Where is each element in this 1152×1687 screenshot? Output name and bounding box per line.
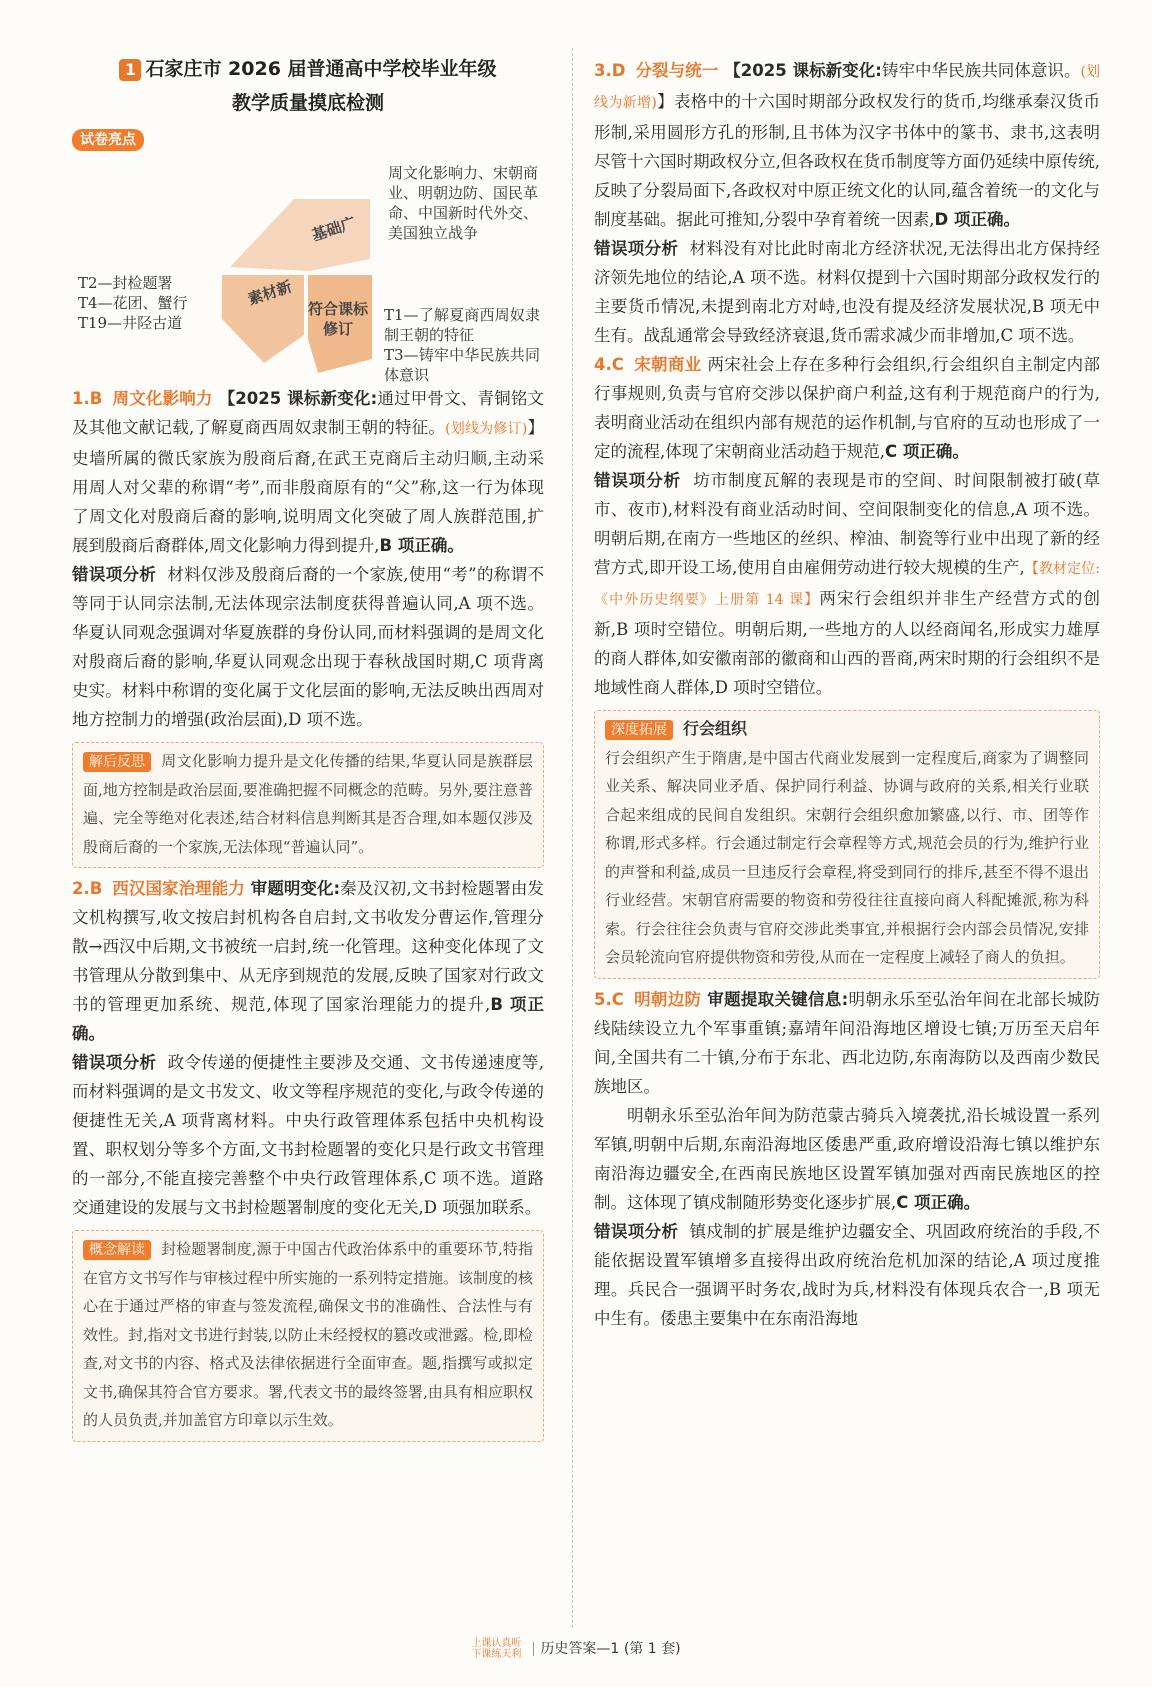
material-topics: T2—封检题署 T4—花团、蟹行 T19—井陉古道 [78, 274, 188, 332]
publisher-logo: 上课认真听 下课练天利 [471, 1638, 522, 1660]
q4-error-analysis [594, 466, 1100, 702]
q4-error-body-1: 坊市制度瓦解的表现是市的空间、时间限制被打破(草市、夜市),材料没有商业活动时间、空间限制变化的信息,A 项不选。明朝后期,在南方一些地区的丝织、榨油、制瓷等行业中出现了新的经营方式,即开设工场,使用自由雇佣劳动进行较大规模的生产, [594, 471, 1100, 577]
q2-box-body: 封检题署制度,源于中国古代政治体系中的重要环节,特指在官方文书写作与审核过程中所实施的一系列特定措施。该制度的核心在于通过严格的审查与签发流程,确保文书的准确性、合法性与有效性。封,指对文书进行封装,以防止未经授权的篡改或泄露。检,即检查,对文书的内容、格式及法律依据进行全面审查。题,指撰写或拟定文书,确保其符合官方要求。署,代表文书的最终签署,由具有相应职权的人员负责,并加盖官方印章以示生效。 [83, 1240, 534, 1429]
q1-tag: 【2025 课标新变化: [218, 389, 378, 408]
q3-tag: 【2025 课标新变化: [724, 61, 882, 80]
q5-explanation [594, 1101, 1100, 1217]
highlights-mindmap [72, 159, 544, 384]
broad-topics: 周文化影响力、宋朝商业、明朝边防、国民革命、中国新时代外交、美国独立战争 [388, 164, 539, 242]
q3-error-analysis [594, 234, 1100, 350]
footer-subject: 历史答案—1 [540, 1641, 620, 1657]
q1-error-body: 材料仅涉及殷商后裔的一个家族,使用“考”的称谓不等同于认同宗法制,无法体现宗法制度获得普遍认同,A 项不选。华夏认同观念强调对华夏族群的身份认同,而材料强调的是周文化对殷商后裔的影响,华夏认同观念出现于春秋战国时期,C 项背离史实。材料中称谓的变化属于文化层面的影响,无法反映出西周对地方控制力的增强(政治层面),D 项不选。 [72, 565, 544, 729]
q3-topic: 分裂与统一 [635, 61, 719, 80]
footer-set: (第 1 套) [623, 1641, 681, 1657]
q2-lead: 审题明变化: [250, 879, 341, 898]
q2-answer [72, 874, 544, 1048]
q2-number: 2.B [72, 879, 103, 898]
title-line-2: 教学质量摸底检测 [231, 92, 384, 114]
q4-box-tag: 深度拓展 [605, 720, 673, 740]
q1-reflection-box [72, 742, 544, 868]
node-broad: 基础广 [309, 213, 359, 245]
page-footer [0, 1638, 1152, 1660]
q1-box-body: 周文化影响力提升是文化传播的结果,华夏认同是族群层面,地方控制是政治层面,要准确把握不同概念的范畴。另外,要注意普遍、完全等绝对化表述,结合材料信息判断其是否合理,如本题仅涉及殷商后裔的一个家族,无法体现“普遍认同”。 [83, 752, 533, 856]
q2-body: 秦及汉初,文书封检题署由发文机构撰写,收文按启封机构各自启封,文书收发分曹运作,管理分散→西汉中后期,文书被统一启封,统一化管理。这种变化体现了文书管理从分散到集中、从无序到规范的发展,反映了国家对行政文书的管理更加系统、规范,体现了国家治理能力的提升, [72, 879, 544, 1014]
q4-body: 两宋社会上存在多种行会组织,行会组织自主制定内部行事规则,负责与官府交涉以保护商户利益,这有利于规范商户的行为,表明商业活动在组织内部有规范的运作机制,与官府的互动也形成了一定的流程,体现了宋朝商业活动趋于规范, [594, 355, 1101, 461]
q1-tag-text: 通过甲骨文、青铜铭文及其他文献记载,了解夏商西周奴隶制王朝的特征。 [72, 389, 545, 437]
q3-error-body: 材料没有对比此时南北方经济状况,无法得出北方保持经济领先地位的结论,A 项不选。材料仅提到十六国时期部分政权发行的主要货币情况,未提到南北方对峙,也没有提及经济发展状况,B 项无中生有。战乱通常会导致经济衰退,货币需求减少而非增加,C 项不选。 [594, 239, 1100, 345]
q5-correct: C 项正确。 [896, 1192, 981, 1212]
q4-extension-box [594, 710, 1100, 979]
q5-error-analysis [594, 1217, 1100, 1333]
exam-number-badge: 1 [119, 59, 141, 81]
q1-correct: B 项正确。 [379, 536, 464, 555]
right-column [594, 56, 1100, 1333]
q3-number: 3.D [594, 61, 626, 80]
q1-box-tag: 解后反思 [83, 752, 151, 772]
q3-answer [594, 56, 1100, 234]
left-column [72, 52, 544, 1448]
q2-box-tag: 概念解读 [83, 1240, 151, 1260]
q1-error-label: 错误项分析 [72, 565, 157, 584]
footer-separator [533, 1642, 534, 1656]
q4-error-label: 错误项分析 [594, 471, 682, 490]
q4-textbook-note: 【教材定位:《中外历史纲要》上册第 14 课】 [594, 561, 1100, 608]
q1-error-analysis [72, 560, 544, 734]
highlights-tag: 试卷亮点 [72, 129, 144, 151]
q4-error-body-2: 两宋行会组织并非生产经营方式的创新,B 项时空错位。明朝后期,一些地方的人以经商闻名,形成实力雄厚的商人群体,如安徽南部的徽商和山西的晋商,两宋时期的行会组织不是地域性商人群体,D 项时空错位。 [594, 589, 1100, 697]
q5-answer [594, 985, 1100, 1101]
q5-lead: 审题提取关键信息: [707, 989, 849, 1009]
q1-topic: 周文化影响力 [112, 389, 213, 408]
q5-error-label: 错误项分析 [594, 1221, 679, 1241]
q3-correct: D 项正确。 [934, 210, 1020, 229]
q1-note: (划线为修订) [445, 421, 528, 437]
q1-answer [72, 384, 544, 560]
q2-error-analysis [72, 1048, 544, 1222]
column-divider [572, 48, 574, 1628]
q1-number: 1.B [72, 389, 103, 408]
q5-error-body: 镇戍制的扩展是维护边疆安全、巩固政府统治的手段,不能依据设置军镇增多直接得出政府统治危机加深的结论,A 项过度推理。兵民合一强调平时务农,战时为兵,材料没有体现兵农合一,B 项无中生有。倭患主要集中在东南沿海地 [594, 1221, 1100, 1328]
q2-concept-box [72, 1230, 544, 1442]
q3-body: 】表格中的十六国时期部分政权发行的货币,均继承秦汉货币形制,采用圆形方孔的形制,且书体为汉字书体中的篆书、隶书,这表明尽管十六国时期政权分立,但各政权在货币制度等方面仍延续中原传统,反映了分裂局面下,各政权对中原正统文化的认同,蕴含着统一的文化与制度基础。据此可推知,分裂中孕育着统一因素, [594, 92, 1100, 229]
q2-correct: B 项正确。 [72, 995, 544, 1043]
q5-body-2: 明朝永乐至弘治年间为防范蒙古骑兵入境袭扰,沿长城设置一系列军镇,明朝中后期,东南沿海地区倭患严重,政府增设沿海七镇以维护东南沿海边疆安全,在西南民族地区设置军镇加强对西南民族地区的控制。这体现了镇戍制随形势变化逐步扩展, [594, 1105, 1100, 1212]
q5-body: 明朝永乐至弘治年间在北部长城防线陆续设立九个军事重镇;嘉靖年间沿海地区增设七镇;万历至天启年间,全国共有二十镇,分布于东北、西北边防,东南海防以及西南少数民族地区。 [594, 989, 1101, 1096]
q3-tag-text: 铸牢中华民族共同体意识。 [881, 61, 1081, 80]
q4-box-body: 行会组织产生于隋唐,是中国古代商业发展到一定程度后,商家为了调整同业关系、解决同业矛盾、保护同行利益、协调与政府的关系,相关行业联合起来组成的民间自发组织。宋朝行会组织愈加繁盛,以行、市、团等作称谓,形式多样。行会通过制定行会章程等方式,规范会员的行为,维护行业的声誉和利益,成员一旦违反行会章程,将受到同行的排斥,甚至不得不退出行业经营。宋朝官府需要的物资和劳役往往直接向商人科配摊派,称为科索。行会往往会负责与官府交涉此类事宜,并根据行会内部会员情况,安排会员轮流向官府提供物资和劳役,从而在一定程度上减轻了商人的负担。 [605, 748, 1089, 966]
title-line-1: 石家庄市 2026 届普通高中学校毕业年级 [145, 58, 497, 80]
q4-box-title: 行会组织 [683, 719, 748, 738]
exam-title [72, 52, 544, 120]
node-standard: 符合课标修订 [308, 300, 369, 338]
q5-topic: 明朝边防 [633, 989, 702, 1009]
q2-error-label: 错误项分析 [72, 1053, 157, 1072]
q4-answer [594, 350, 1100, 466]
q3-error-label: 错误项分析 [594, 239, 679, 258]
standard-topics: T1—了解夏商西周奴隶制王朝的特征 T3—铸牢中华民族共同体意识 [384, 306, 540, 384]
q3-note: (划线为新增) [594, 64, 1101, 111]
q4-correct: C 项正确。 [885, 442, 969, 461]
q2-error-body: 政令传递的便捷性主要涉及交通、文书传递速度等,而材料强调的是文书发文、收文等程序规范的变化,与政令传递的便捷性无关,A 项背离材料。中央行政管理体系包括中央机构设置、职权划分等多个方面,文书封检题署的变化只是行政文书管理的一部分,不能直接完善整个中央行政管理体系,C 项不选。道路交通建设的发展与文书封检题署制度的变化无关,D 项强加联系。 [72, 1053, 544, 1217]
q2-topic: 西汉国家治理能力 [112, 879, 245, 898]
q4-topic: 宋朝商业 [633, 355, 702, 374]
q4-number: 4.C [594, 355, 624, 374]
node-material: 素材新 [245, 277, 295, 309]
q1-body: 】史墙所属的微氏家族为殷商后裔,在武王克商后主动归顺,主动采用周人对父辈的称谓“考”,而非殷商原有的“父”称,这一行为体现了周文化对殷商后裔的影响,说明周文化突破了周人族群范围,扩展到殷商后裔群体,周文化影响力得到提升, [72, 418, 544, 555]
q5-number: 5.C [594, 989, 624, 1009]
